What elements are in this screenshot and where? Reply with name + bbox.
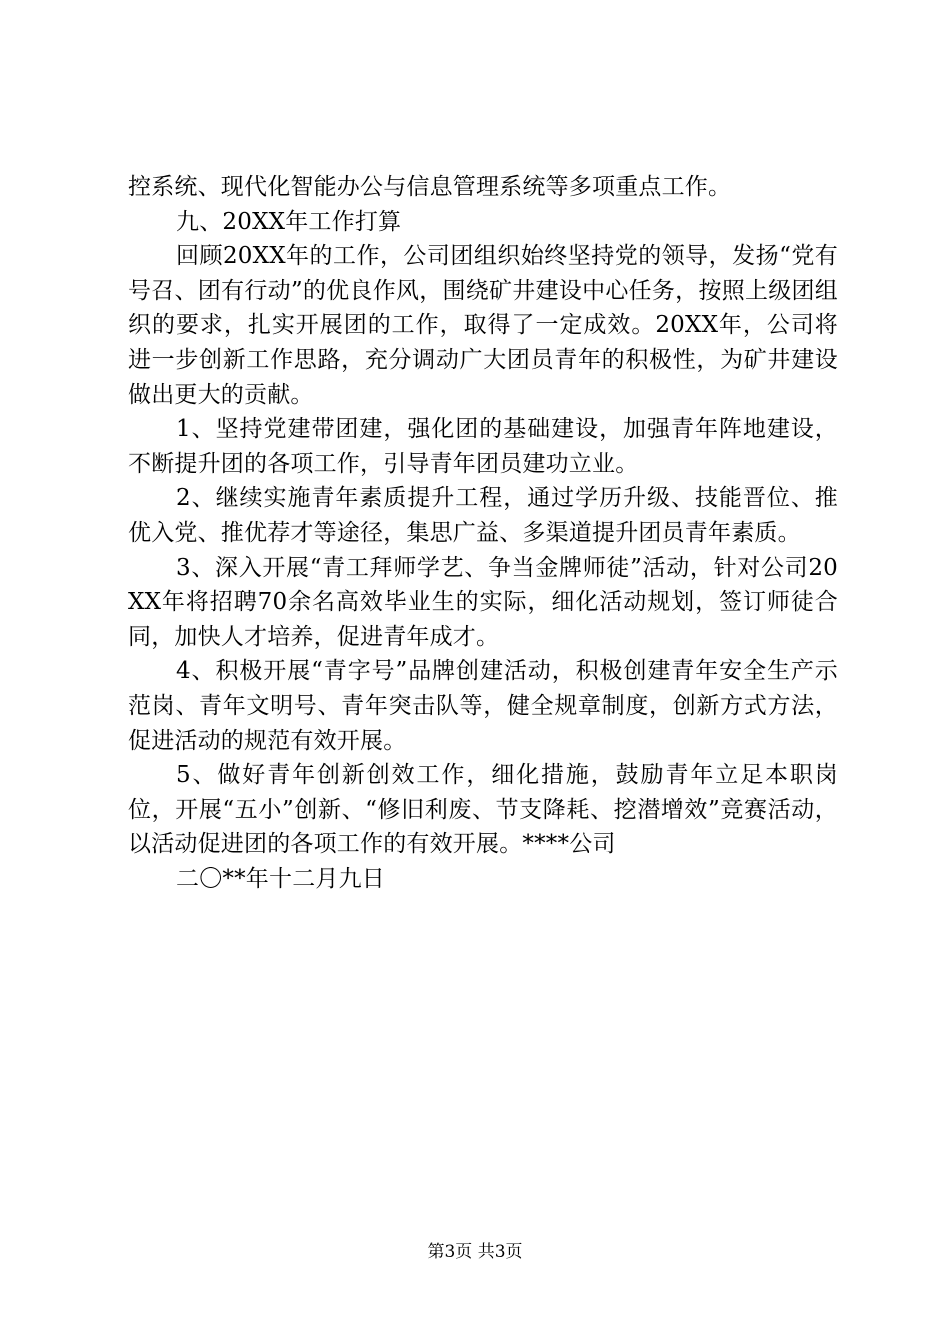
document-body: [128, 170, 838, 896]
date-line: 二〇**年十二月九日: [176, 865, 385, 892]
section-heading: 九、20XX年工作打算: [176, 208, 402, 235]
list-item-5: 5、做好青年创新创效工作，细化措施，鼓励青年立足本职岗位，开展“五小”创新、“修旧利废、节支降耗、挖潜增效”竞赛活动，以活动促进团的各项工作的有效开展。****公司: [128, 762, 838, 858]
list-item-3: 3、深入开展“青工拜师学艺、争当金牌师徒”活动，针对公司20XX年将招聘70余名高效毕业生的实际，细化活动规划，签订师徒合同，加快人才培养，促进青年成才。: [128, 554, 838, 650]
list-item-2: 2、继续实施青年素质提升工程，通过学历升级、技能晋位、推优入党、推优荐才等途径，集思广益、多渠道提升团员青年素质。: [128, 485, 838, 546]
page-number-label: 第3页 共3页: [427, 1242, 523, 1262]
paragraph-review: 回顾20XX年的工作，公司团组织始终坚持党的领导，发扬“党有号召、团有行动”的优良作风，围绕矿井建设中心任务，按照上级团组织的要求，扎实开展团的工作，取得了一定成效。20XX年，公司将进一步创新工作思路，充分调动广大团员青年的积极性，为矿井建设做出更大的贡献。: [128, 243, 838, 408]
list-item-4: 4、积极开展“青字号”品牌创建活动，积极创建青年安全生产示范岗、青年文明号、青年突击队等，健全规章制度，创新方式方法，促进活动的规范有效开展。: [128, 658, 838, 754]
paragraph-continuation: 控系统、现代化智能办公与信息管理系统等多项重点工作。: [128, 174, 732, 200]
page-footer: [0, 1241, 950, 1263]
list-item-1: 1、坚持党建带团建，强化团的基础建设，加强青年阵地建设，不断提升团的各项工作，引导青年团员建功立业。: [128, 416, 838, 477]
